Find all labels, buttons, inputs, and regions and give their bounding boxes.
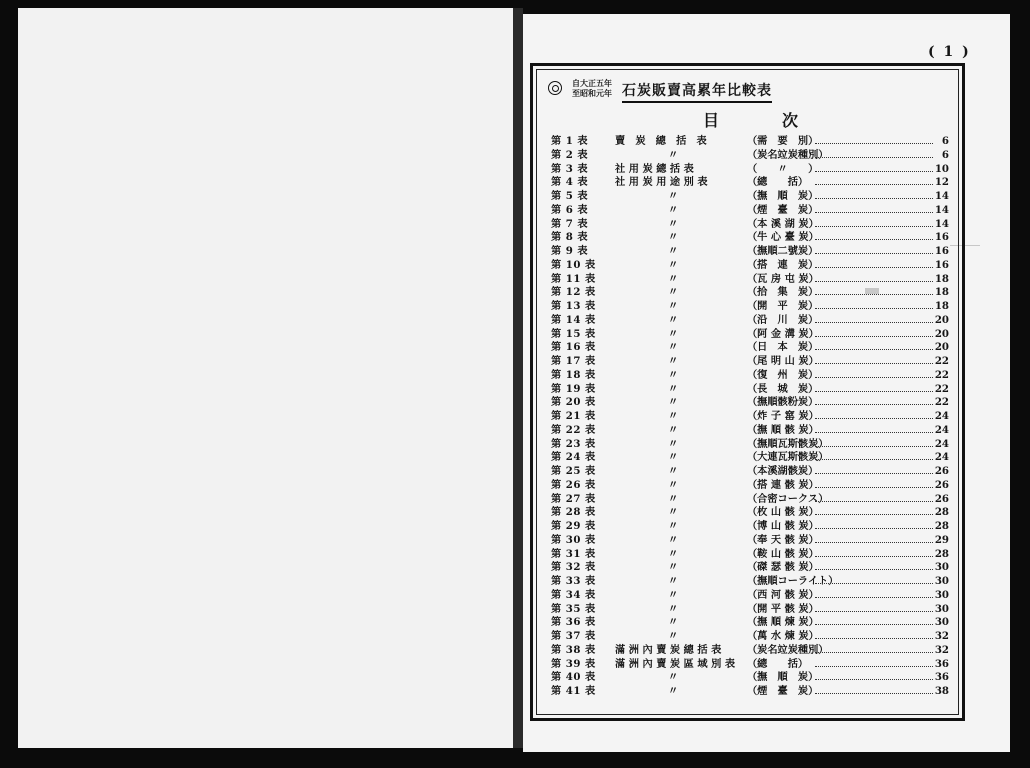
table-category: （撫 順 骸 炭） — [747, 423, 819, 436]
table-name: 滿 洲 內 賣 炭 總 括 表 — [615, 643, 722, 656]
table-name: 〃 — [668, 520, 679, 532]
table-name: 〃 — [668, 561, 679, 574]
table-name: 〃 — [668, 258, 679, 271]
table-name: 社 用 炭 用 途 別 表 — [615, 176, 708, 189]
page-ref: 38 — [934, 685, 949, 697]
toc-row — [551, 300, 951, 314]
table-name: 〃 — [668, 478, 679, 491]
dot-leader — [815, 589, 933, 603]
page-ref: 22 — [934, 355, 949, 367]
page-ref: 30 — [934, 588, 949, 601]
table-name: 〃 — [668, 341, 679, 354]
table-name: 〃 — [668, 630, 679, 642]
dot-leader — [815, 438, 933, 452]
table-number: 第 23 表 — [551, 437, 596, 450]
page-ref: 20 — [934, 313, 949, 326]
table-name: 〃 — [668, 547, 679, 560]
toc-row — [551, 685, 951, 699]
table-name: 〃 — [668, 423, 679, 436]
table-number: 第 3 表 — [551, 162, 589, 175]
page-ref: 30 — [934, 602, 949, 615]
page-ref: 16 — [934, 245, 949, 257]
toc-row — [551, 369, 951, 383]
table-name: 〃 — [668, 286, 679, 299]
table-name: 〃 — [668, 506, 679, 519]
table-number: 第 18 表 — [551, 368, 596, 381]
table-number: 第 11 表 — [551, 272, 596, 285]
table-category: （撫順骸粉炭） — [747, 396, 819, 409]
dot-leader — [815, 245, 933, 259]
toc-row — [551, 328, 951, 342]
dot-leader — [815, 300, 933, 314]
dot-leader — [815, 204, 933, 218]
toc-row — [551, 190, 951, 204]
table-name: 〃 — [668, 396, 679, 409]
table-category: （搭 連 炭） — [747, 258, 819, 271]
table-category: （合密コークス） — [747, 492, 829, 505]
toc-row — [551, 396, 951, 410]
table-name: 〃 — [668, 203, 679, 216]
table-number: 第 35 表 — [551, 602, 596, 615]
dot-leader — [815, 575, 933, 589]
page-ref: 20 — [934, 341, 949, 354]
dot-leader — [815, 328, 933, 342]
table-name: 〃 — [668, 437, 679, 450]
dot-leader — [815, 286, 933, 300]
table-number: 第 29 表 — [551, 520, 596, 532]
table-number: 第 39 表 — [551, 657, 596, 670]
table-name: 〃 — [668, 313, 679, 326]
table-number: 第 38 表 — [551, 643, 596, 656]
dot-leader — [815, 218, 933, 232]
toc-row — [551, 231, 951, 245]
table-number: 第 1 表 — [551, 135, 589, 147]
table-number: 第 33 表 — [551, 575, 596, 587]
toc-row — [551, 603, 951, 617]
dot-leader — [815, 671, 933, 685]
table-name: 〃 — [668, 616, 679, 629]
table-category: （撫 順 煉 炭） — [747, 616, 819, 629]
table-name: 〃 — [668, 533, 679, 546]
dot-leader — [815, 685, 933, 699]
document-title: 石炭販賣高累年比較表 — [622, 80, 772, 103]
table-category: （鞍 山 骸 炭） — [747, 547, 819, 560]
toc-row — [551, 245, 951, 259]
table-category: （總 括） — [747, 176, 809, 189]
page-ref: 20 — [934, 327, 949, 340]
dot-leader — [815, 603, 933, 617]
page-ref: 29 — [934, 533, 949, 546]
table-number: 第 40 表 — [551, 671, 596, 684]
page-ref: 14 — [934, 190, 949, 202]
dot-leader — [815, 410, 933, 424]
table-category: （拾 集 炭） — [747, 286, 819, 299]
table-number: 第 19 表 — [551, 382, 596, 395]
page-ref: 6 — [941, 148, 949, 161]
table-number: 第 17 表 — [551, 355, 596, 367]
toc-row — [551, 575, 951, 589]
page-ref: 14 — [934, 217, 949, 230]
table-name: 〃 — [668, 492, 679, 505]
toc-row — [551, 671, 951, 685]
period-from: 自大正五年 — [572, 78, 612, 88]
table-name: 〃 — [668, 368, 679, 381]
table-number: 第 7 表 — [551, 217, 589, 230]
dot-leader — [815, 465, 933, 479]
page-ref: 28 — [934, 520, 949, 532]
table-number: 第 6 表 — [551, 203, 589, 216]
table-category: （奉 天 骸 炭） — [747, 533, 819, 546]
table-number: 第 28 表 — [551, 506, 596, 519]
table-category: （煙 臺 炭） — [747, 685, 819, 697]
toc-row — [551, 630, 951, 644]
table-number: 第 14 表 — [551, 313, 596, 326]
dot-leader — [815, 341, 933, 355]
toc-row — [551, 438, 951, 452]
table-name: 〃 — [668, 217, 679, 230]
table-number: 第 30 表 — [551, 533, 596, 546]
table-name: 〃 — [668, 300, 679, 312]
table-number: 第 32 表 — [551, 561, 596, 574]
page-ref: 28 — [934, 506, 949, 519]
table-category: （尾 明 山 炭） — [747, 355, 819, 367]
page-ref: 30 — [934, 616, 949, 629]
table-category: （沿 川 炭） — [747, 313, 819, 326]
table-number: 第 37 表 — [551, 630, 596, 642]
toc-row — [551, 135, 951, 149]
toc-row — [551, 561, 951, 575]
table-category: （搭 連 骸 炭） — [747, 478, 819, 491]
dot-leader — [815, 355, 933, 369]
table-category: （大連瓦斯骸炭） — [747, 451, 829, 464]
table-name: 〃 — [668, 588, 679, 601]
table-name: 〃 — [668, 685, 679, 697]
dot-leader — [815, 190, 933, 204]
table-category: （牛 心 臺 炭） — [747, 231, 819, 244]
toc-row — [551, 149, 951, 163]
table-name: 〃 — [668, 465, 679, 477]
toc-row — [551, 410, 951, 424]
toc-row — [551, 589, 951, 603]
dot-leader — [815, 630, 933, 644]
table-category: （總 括） — [747, 657, 809, 670]
table-name: 〃 — [668, 231, 679, 244]
page-ref: 26 — [934, 492, 949, 505]
table-category: （煙 臺 炭） — [747, 203, 819, 216]
table-of-contents — [551, 135, 951, 699]
table-number: 第 15 表 — [551, 327, 596, 340]
table-category: （開 平 骸 炭） — [747, 602, 819, 615]
table-number: 第 20 表 — [551, 396, 596, 409]
dot-leader — [815, 561, 933, 575]
dot-leader — [815, 479, 933, 493]
table-number: 第 27 表 — [551, 492, 596, 505]
page-ref: 18 — [934, 300, 949, 312]
page-ref: 26 — [934, 478, 949, 491]
book-gutter — [513, 8, 523, 748]
page-ref: 22 — [934, 368, 949, 381]
page-ref: 22 — [934, 382, 949, 395]
table-category: （博 山 骸 炭） — [747, 520, 819, 532]
table-name: 滿 洲 內 賣 炭 區 域 別 表 — [615, 657, 736, 670]
table-name: 〃 — [668, 451, 679, 464]
table-category: （萬 水 煉 炭） — [747, 630, 819, 642]
page-ref: 16 — [934, 231, 949, 244]
dot-leader — [815, 163, 933, 177]
table-number: 第 34 表 — [551, 588, 596, 601]
page-ref: 10 — [934, 162, 949, 175]
table-category: （撫 順 炭） — [747, 671, 819, 684]
table-number: 第 4 表 — [551, 176, 589, 189]
dot-leader — [815, 135, 933, 149]
toc-row — [551, 479, 951, 493]
table-name: 〃 — [668, 245, 679, 257]
toc-row — [551, 341, 951, 355]
dot-leader — [815, 534, 933, 548]
table-category: （西 河 骸 炭） — [747, 588, 819, 601]
page-ref: 30 — [934, 561, 949, 574]
table-name: 〃 — [668, 190, 679, 202]
toc-row — [551, 520, 951, 534]
dot-leader — [815, 314, 933, 328]
dot-leader — [815, 369, 933, 383]
dot-leader — [815, 149, 933, 163]
table-name: 賣 炭 總 括 表 — [615, 135, 707, 147]
page-ref: 32 — [934, 630, 949, 642]
page-ref: 24 — [934, 423, 949, 436]
table-name: 〃 — [668, 272, 679, 285]
table-number: 第 10 表 — [551, 258, 596, 271]
dot-leader — [815, 506, 933, 520]
table-number: 第 8 表 — [551, 231, 589, 244]
table-category: （撫順コーライト） — [747, 575, 839, 587]
toc-row — [551, 314, 951, 328]
dot-leader — [815, 658, 933, 672]
table-number: 第 24 表 — [551, 451, 596, 464]
table-number: 第 31 表 — [551, 547, 596, 560]
dot-leader — [815, 396, 933, 410]
toc-row — [551, 286, 951, 300]
page-ref: 18 — [934, 286, 949, 299]
toc-row — [551, 506, 951, 520]
double-circle-icon — [548, 81, 562, 95]
dot-leader — [815, 493, 933, 507]
document-header — [548, 78, 778, 100]
toc-row — [551, 273, 951, 287]
toc-row — [551, 644, 951, 658]
page-ref: 24 — [934, 437, 949, 450]
table-category: （ 〃 ） — [747, 162, 819, 175]
dot-leader — [815, 176, 933, 190]
page-ref: 32 — [934, 643, 949, 656]
page-ref: 6 — [941, 135, 949, 147]
table-category: （開 平 炭） — [747, 300, 819, 312]
table-category: （阿 金 溝 炭） — [747, 327, 819, 340]
toc-row — [551, 534, 951, 548]
toc-row — [551, 355, 951, 369]
table-category: （本溪湖骸炭） — [747, 465, 819, 477]
dot-leader — [815, 424, 933, 438]
table-category: （炸 子 窰 炭） — [747, 410, 819, 422]
toc-row — [551, 176, 951, 190]
table-category: （需 要 別） — [747, 135, 819, 147]
table-name: 〃 — [668, 327, 679, 340]
table-category: （長 城 炭） — [747, 382, 819, 395]
table-category: （撫 順 炭） — [747, 190, 819, 202]
table-category: （炭名竝炭種別） — [747, 643, 829, 656]
table-name: 〃 — [668, 575, 679, 587]
table-category: （本 溪 湖 炭） — [747, 217, 819, 230]
table-category: （炭名竝炭種別） — [747, 148, 829, 161]
dot-leader — [815, 548, 933, 562]
dot-leader — [815, 451, 933, 465]
page-ref: 18 — [934, 272, 949, 285]
toc-row — [551, 548, 951, 562]
table-number: 第 41 表 — [551, 685, 596, 697]
table-name: 〃 — [668, 382, 679, 395]
toc-row — [551, 465, 951, 479]
dot-leader — [815, 644, 933, 658]
table-number: 第 12 表 — [551, 286, 596, 299]
toc-row — [551, 218, 951, 232]
toc-row — [551, 451, 951, 465]
dot-leader — [815, 520, 933, 534]
table-name: 〃 — [668, 671, 679, 684]
toc-row — [551, 163, 951, 177]
table-category: （枚 山 骸 炭） — [747, 506, 819, 519]
table-number: 第 21 表 — [551, 410, 596, 422]
table-category: （日 本 炭） — [747, 341, 819, 354]
toc-row — [551, 424, 951, 438]
toc-row — [551, 383, 951, 397]
table-number: 第 2 表 — [551, 148, 589, 161]
table-number: 第 26 表 — [551, 478, 596, 491]
dot-leader — [815, 383, 933, 397]
period-to: 至昭和元年 — [572, 88, 612, 98]
dot-leader — [815, 231, 933, 245]
table-number: 第 13 表 — [551, 300, 596, 312]
table-name: 社 用 炭 總 括 表 — [615, 162, 694, 175]
dot-leader — [815, 273, 933, 287]
table-number: 第 36 表 — [551, 616, 596, 629]
toc-heading-char-2: 次 — [782, 111, 799, 130]
table-name: 〃 — [668, 148, 679, 161]
period-label — [572, 78, 612, 98]
table-number: 第 16 表 — [551, 341, 596, 354]
page-ref: 26 — [934, 465, 949, 477]
page-ref: 28 — [934, 547, 949, 560]
table-number: 第 5 表 — [551, 190, 589, 202]
toc-heading-char-1: 目 — [703, 111, 720, 130]
dot-leader — [815, 259, 933, 273]
table-category: （撫順瓦斯骸炭） — [747, 437, 829, 450]
toc-row — [551, 204, 951, 218]
blank-left-page — [18, 8, 513, 748]
table-category: （撫順二號炭） — [747, 245, 819, 257]
table-number: 第 22 表 — [551, 423, 596, 436]
table-name: 〃 — [668, 602, 679, 615]
toc-row — [551, 658, 951, 672]
table-category: （磔 瑟 骸 炭） — [747, 561, 819, 574]
page-ref: 36 — [934, 671, 949, 684]
page-ref: 24 — [934, 410, 949, 422]
page-ref: 24 — [934, 451, 949, 464]
table-category: （瓦 房 屯 炭） — [747, 272, 819, 285]
page-ref: 16 — [934, 258, 949, 271]
toc-row — [551, 493, 951, 507]
toc-row — [551, 259, 951, 273]
table-number: 第 25 表 — [551, 465, 596, 477]
table-name: 〃 — [668, 410, 679, 422]
page-number: ( 1 ) — [928, 44, 971, 60]
table-category: （復 州 炭） — [747, 368, 819, 381]
page-ref: 36 — [934, 657, 949, 670]
table-number: 第 9 表 — [551, 245, 589, 257]
table-name: 〃 — [668, 355, 679, 367]
page-ref: 30 — [934, 575, 949, 587]
page-ref: 12 — [934, 176, 949, 189]
page-ref: 14 — [934, 203, 949, 216]
dot-leader — [815, 616, 933, 630]
page-ref: 22 — [934, 396, 949, 409]
toc-row — [551, 616, 951, 630]
